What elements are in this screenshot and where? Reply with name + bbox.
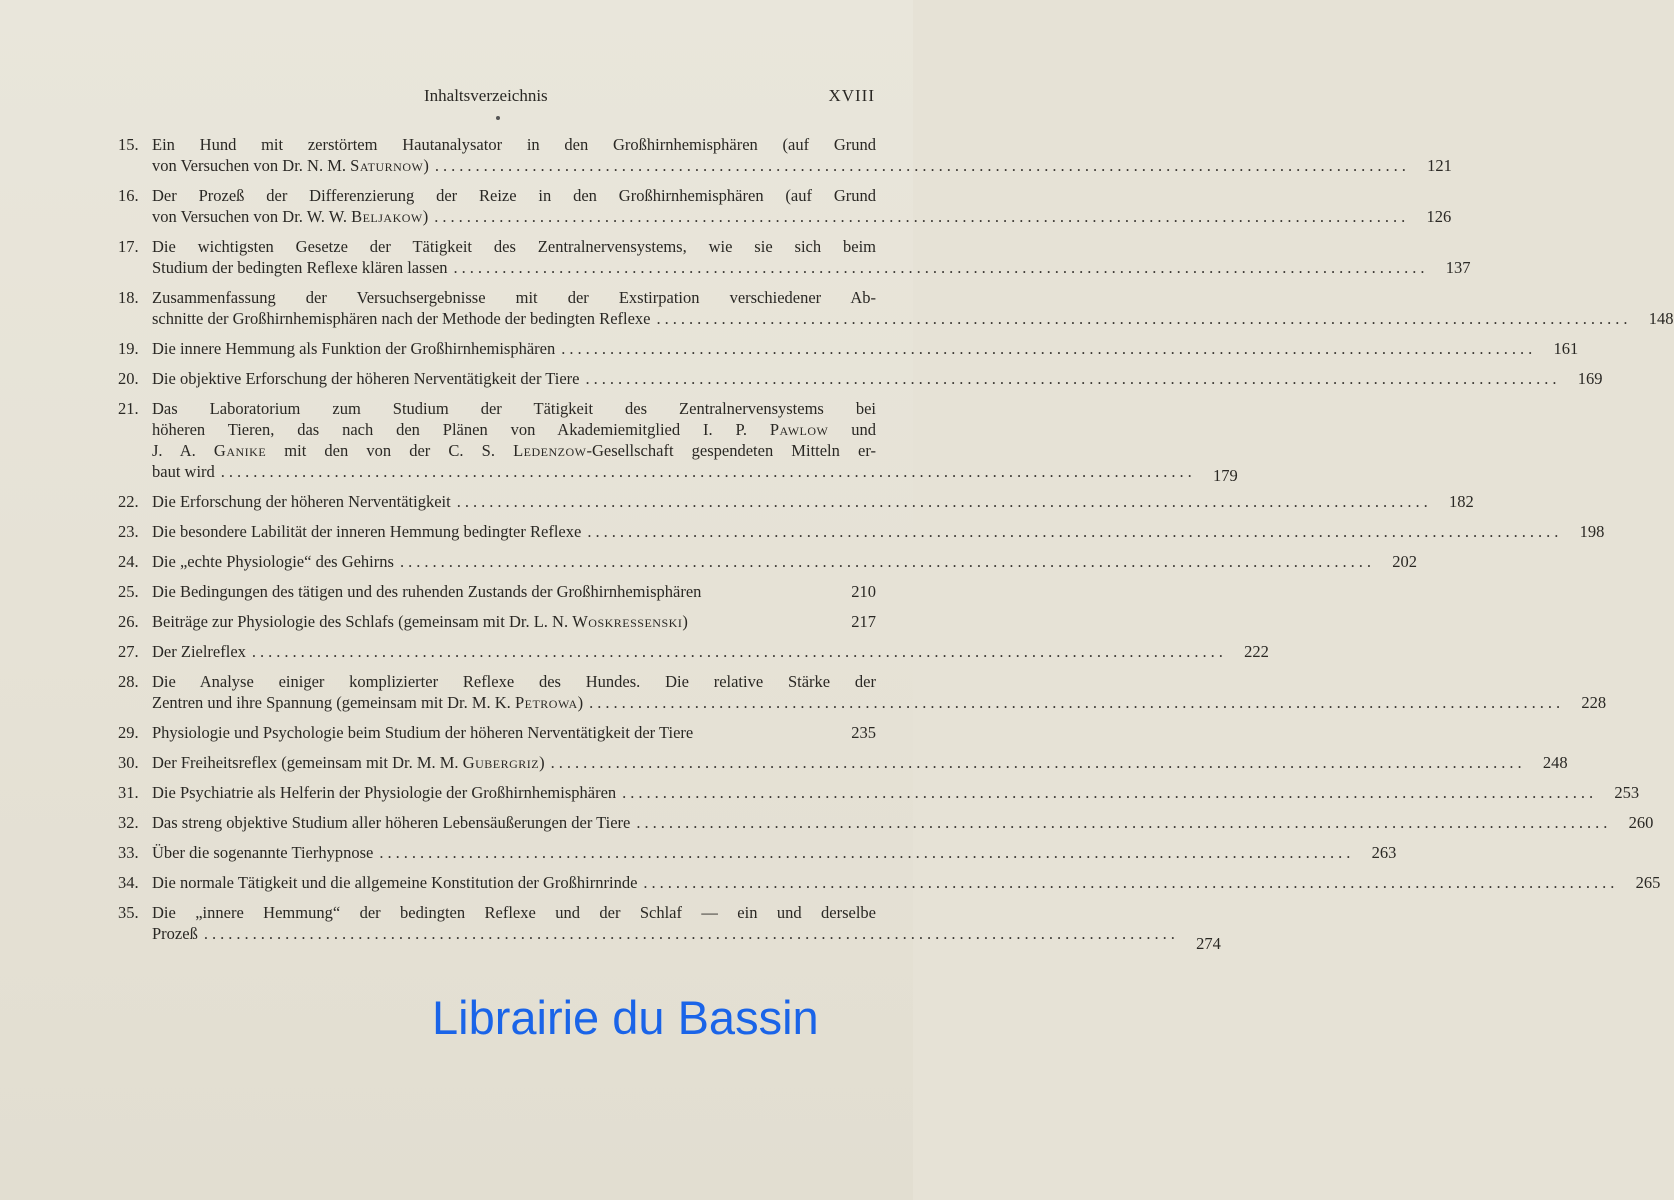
entry-text: mit den von der C. S. (266, 441, 514, 460)
entry-last-line (152, 842, 1397, 863)
entry-title (152, 338, 555, 359)
entry-page-number: 169 (1577, 369, 1603, 388)
entry-number: 30. (118, 753, 139, 772)
entry-page-number: 222 (1244, 642, 1269, 661)
entry-last-line (152, 641, 1269, 662)
entry-name: Pawlow (769, 420, 829, 439)
entry-text: Über die sogenannte Tierhypnose (152, 843, 374, 862)
entry-page-number: 121 (1427, 156, 1452, 175)
entry-line (152, 398, 876, 419)
entry-number: 28. (118, 672, 139, 691)
entry-number: 20. (118, 369, 139, 388)
toc-entry (118, 611, 876, 632)
entry-body (152, 872, 1661, 893)
entry-number: 31. (118, 783, 139, 802)
entry-last-line (152, 257, 1471, 278)
toc-entry (118, 812, 1654, 833)
entry-line: Ein Hund mit zerstörtem Hautanalysator in den Großhirnhemisphären (auf Grund (152, 135, 876, 154)
entry-title (152, 521, 581, 542)
toc-entry (118, 185, 1452, 227)
toc-entry (118, 236, 1471, 278)
entry-line (152, 440, 876, 461)
entry-title (152, 812, 630, 833)
entry-name: Ganike (213, 441, 267, 460)
table-of-contents (118, 134, 1674, 953)
entry-body (152, 287, 1674, 329)
entry-text: Die normale Tätigkeit und die allgemeine Konstitution der Großhirnrinde (152, 873, 638, 892)
entry-last-line (152, 581, 876, 602)
leader-dots: ........................................................................................................................ (585, 369, 1561, 388)
entry-last-line (152, 521, 1605, 542)
entry-title (152, 257, 448, 278)
entry-last-line (152, 155, 1452, 176)
leader-dots: ........................................................................................................................ (643, 873, 1619, 892)
leader-dots: ........................................................................................................................ (434, 207, 1410, 226)
entry-body (152, 671, 1607, 713)
entry-last-line (152, 692, 1607, 713)
entry-number: 35. (118, 903, 139, 922)
entry-page-number: 217 (851, 612, 876, 631)
entry-text: ) (577, 693, 584, 712)
toc-entry (118, 782, 1640, 803)
entry-text: Die „echte Physiologie“ des Gehirns (152, 552, 394, 571)
entry-title (152, 641, 246, 662)
entry-text: Prozeß (152, 924, 198, 943)
leader-dots: ........................................................................................................................ (456, 492, 1432, 511)
toc-entry (118, 491, 1474, 512)
entry-line: Die „innere Hemmung“ der bedingten Reflexe und der Schlaf — ein und derselbe (152, 903, 876, 922)
watermark-text: Librairie du Bassin (432, 991, 819, 1044)
entry-line (152, 419, 876, 440)
toc-entry (118, 287, 1674, 329)
entry-text: Studium der bedingten Reflexe klären lassen (152, 258, 448, 277)
entry-number: 16. (118, 186, 139, 205)
entry-page-number: 228 (1581, 693, 1607, 712)
entry-number: 23. (118, 522, 139, 541)
toc-entry (118, 671, 1607, 713)
leader-dots: ........................................................................................................................ (434, 156, 1410, 175)
entry-title (152, 206, 428, 227)
entry-page-number: 126 (1426, 207, 1452, 226)
entry-last-line (152, 812, 1654, 833)
entry-text: Die objektive Erforschung der höheren Nerventätigkeit der Tiere (152, 369, 580, 388)
entry-body (152, 611, 876, 632)
toc-entry (118, 842, 1397, 863)
entry-page-number: 260 (1628, 813, 1654, 832)
entry-last-line (152, 611, 876, 632)
entry-page-number: 274 (1196, 934, 1221, 953)
entry-text: von Versuchen von Dr. N. M. (152, 156, 351, 175)
entry-body (152, 368, 1603, 389)
entry-page-number: 148 (1648, 309, 1674, 328)
entry-last-line (152, 923, 1221, 953)
entry-body (152, 134, 1452, 176)
entry-text: Der Freiheitsreflex (gemeinsam mit Dr. M. M. (152, 753, 463, 772)
entry-body (152, 812, 1654, 833)
entry-text: ) (422, 207, 429, 226)
entry-title (152, 491, 451, 512)
leader-dots: ........................................................................................................................ (589, 693, 1565, 712)
entry-name: Saturnow (350, 156, 424, 175)
entry-line: Die Analyse einiger komplizierter Reflexe des Hundes. Die relative Stärke der (152, 672, 876, 691)
entry-page-number: 263 (1371, 843, 1397, 862)
entry-text: ) (539, 753, 545, 772)
toc-entry (118, 338, 1579, 359)
entry-page-number: 182 (1448, 492, 1474, 511)
entry-text: ) (682, 612, 688, 631)
entry-number: 22. (118, 492, 139, 511)
entry-text: Physiologie und Psychologie beim Studium der höheren Nerventätigkeit der Tiere (152, 723, 694, 742)
toc-entry (118, 368, 1603, 389)
entry-number: 21. (118, 399, 139, 418)
entry-number: 19. (118, 339, 139, 358)
leader-dots: ........................................................................................................................ (251, 642, 1227, 661)
entry-text: Das streng objektive Studium aller höheren Lebensäußerungen der Tiere (152, 813, 631, 832)
entry-body (152, 185, 1452, 227)
toc-entry (118, 641, 1269, 662)
entry-title (152, 308, 651, 329)
entry-text: Die Bedingungen des tätigen und des ruhenden Zustands der Großhirnhemisphären (152, 582, 702, 601)
entry-number: 29. (118, 723, 139, 742)
entry-body (152, 236, 1471, 278)
entry-body (152, 722, 876, 743)
entry-text: J. A. (152, 441, 214, 460)
entry-page-number: 137 (1445, 258, 1471, 277)
entry-text: schnitte der Großhirnhemisphären nach der Methode der bedingten Reflexe (152, 309, 651, 328)
entry-last-line (152, 491, 1474, 512)
entry-body (152, 338, 1579, 359)
entry-title (152, 923, 198, 944)
toc-entry (118, 872, 1661, 893)
toc-entry (118, 722, 876, 743)
entry-line: Der Prozeß der Differenzierung der Reize in den Großhirnhemisphären (auf Grund (152, 186, 876, 205)
header-page-number: XVIII (828, 86, 875, 105)
entry-page-number: 253 (1614, 783, 1640, 802)
entry-last-line (152, 782, 1640, 803)
header-title: Inhaltsverzeichnis (424, 86, 548, 105)
leader-dots: ........................................................................................................................ (220, 462, 1196, 481)
entry-number: 18. (118, 288, 139, 307)
entry-last-line (152, 722, 876, 743)
toc-entry (118, 581, 876, 602)
entry-last-line (152, 338, 1579, 359)
entry-last-line (152, 461, 1238, 485)
toc-entry (118, 521, 1605, 542)
entry-body (152, 581, 876, 602)
toc-entry (118, 902, 1221, 953)
entry-page-number: 161 (1553, 339, 1579, 358)
entry-text: Der Zielreflex (152, 642, 246, 661)
entry-number: 33. (118, 843, 139, 862)
entry-text: von Versuchen von Dr. W. W. (152, 207, 352, 226)
leader-dots: ........................................................................................................................ (561, 339, 1537, 358)
toc-entry (118, 134, 1452, 176)
entry-page-number: 235 (851, 723, 876, 742)
entry-last-line (152, 368, 1603, 389)
entry-text: Beiträge zur Physiologie des Schlafs (gemeinsam mit Dr. L. N. (152, 612, 573, 631)
toc-entry (118, 551, 1417, 572)
entry-text: Die Erforschung der höheren Nerventätigkeit (152, 492, 451, 511)
leader-dots: ........................................................................................................................ (453, 258, 1429, 277)
entry-text: ) (423, 156, 429, 175)
entry-title (152, 461, 215, 482)
entry-title (152, 872, 637, 893)
entry-title (152, 692, 583, 713)
entry-title (152, 782, 616, 803)
entry-body (152, 782, 1640, 803)
entry-last-line (152, 206, 1452, 227)
leader-dots: ........................................................................................................................ (587, 522, 1563, 541)
entry-text: baut wird (152, 462, 215, 481)
entry-text: und (828, 420, 876, 439)
entry-body (152, 551, 1417, 572)
entry-last-line (152, 308, 1674, 329)
entry-text: Zentren und ihre Spannung (gemeinsam mit Dr. M. K. (152, 693, 515, 712)
entry-text: Die Psychiatrie als Helferin der Physiologie der Großhirnhemisphären (152, 783, 617, 802)
entry-text: Die innere Hemmung als Funktion der Großhirnhemisphären (152, 339, 556, 358)
entry-line: Zusammenfassung der Versuchsergebnisse mit der Exstirpation verschiedener Ab- (152, 288, 876, 307)
entry-last-line (152, 872, 1661, 893)
entry-text: Die besondere Labilität der inneren Hemmung bedingter Reflexe (152, 522, 582, 541)
entry-name: Ledenzow (513, 441, 587, 460)
leader-dots: ........................................................................................................................ (636, 813, 1612, 832)
entry-number: 24. (118, 552, 139, 571)
leader-dots: ........................................................................................................................ (550, 753, 1526, 772)
ink-dot (496, 116, 500, 120)
entry-number: 32. (118, 813, 139, 832)
entry-page-number: 198 (1579, 522, 1605, 541)
entry-number: 15. (118, 135, 139, 154)
entry-title (152, 155, 429, 176)
entry-number: 27. (118, 642, 139, 661)
toc-entry (118, 398, 1238, 485)
toc-entry (118, 752, 1568, 773)
entry-page-number: 248 (1542, 753, 1568, 772)
entry-last-line (152, 551, 1417, 572)
entry-body (152, 752, 1568, 773)
entry-page-number: 265 (1635, 873, 1661, 892)
entry-last-line (152, 752, 1568, 773)
entry-text: höheren Tieren, das nach den Plänen von Akademiemitglied I. P. (152, 420, 770, 439)
entry-body (152, 521, 1605, 542)
entry-body (152, 641, 1269, 662)
entry-title (152, 581, 701, 602)
entry-line: Die wichtigsten Gesetze der Tätigkeit des Zentralnervensystems, wie sie sich beim (152, 237, 876, 256)
entry-name: Petrowa (514, 693, 578, 712)
entry-number: 25. (118, 582, 139, 601)
leader-dots: ........................................................................................................................ (203, 924, 1179, 943)
entry-name: Woskressenski (572, 612, 683, 631)
entry-page-number: 202 (1392, 552, 1417, 571)
entry-title (152, 611, 688, 632)
entry-text: Das Laboratorium zum Studium der Tätigkeit des Zentralnervensystems bei (152, 399, 876, 418)
leader-dots: ........................................................................................................................ (379, 843, 1355, 862)
leader-dots: ........................................................................................................................ (399, 552, 1375, 571)
entry-name: Beljakow (351, 207, 423, 226)
entry-title (152, 752, 545, 773)
entry-number: 26. (118, 612, 139, 631)
leader-dots: ........................................................................................................................ (622, 783, 1598, 802)
entry-title (152, 722, 693, 743)
leader-dots: ........................................................................................................................ (656, 309, 1632, 328)
entry-title (152, 551, 394, 572)
entry-body (152, 398, 1238, 485)
entry-name: Gubergriz (462, 753, 540, 772)
entry-title (152, 842, 373, 863)
running-header (0, 86, 913, 110)
entry-number: 34. (118, 873, 139, 892)
entry-page-number: 210 (851, 582, 876, 601)
entry-body (152, 491, 1474, 512)
entry-title (152, 368, 580, 389)
entry-page-number: 179 (1213, 466, 1238, 485)
entry-number: 17. (118, 237, 139, 256)
entry-body (152, 842, 1397, 863)
entry-body (152, 902, 1221, 953)
entry-text: -Gesellschaft gespendeten Mitteln er- (586, 441, 876, 460)
